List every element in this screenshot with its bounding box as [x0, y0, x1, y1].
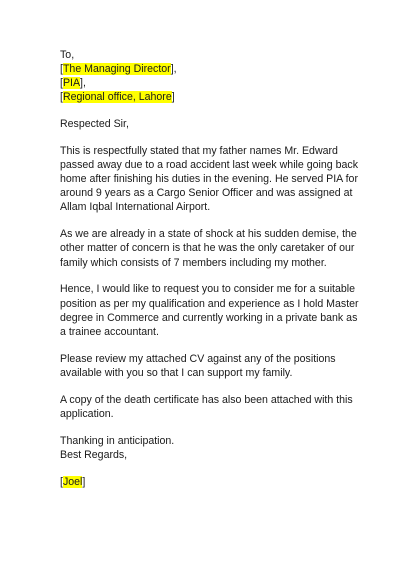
- text-line: position as per my qualification and experience as I hold Master: [60, 297, 359, 310]
- address-to: To,: [60, 49, 75, 61]
- bracket-close: ]: [82, 475, 86, 488]
- letter-body: [60, 48, 359, 489]
- office-placeholder: Regional office, Lahore: [62, 91, 172, 104]
- bracket-open: [: [60, 77, 63, 90]
- paragraph-family-concern: [60, 227, 357, 269]
- text-line: This is respectfully stated that my father names Mr. Edward: [60, 145, 338, 158]
- salutation: Respected Sir,: [60, 118, 129, 131]
- signature-name-placeholder: Joel: [62, 475, 83, 488]
- text-line: passed away due to a road accident last week while going back: [60, 159, 358, 172]
- paragraph-request: [60, 282, 359, 338]
- address-organization: [60, 76, 350, 90]
- text-line: Allam Iqbal International Airport.: [60, 201, 211, 214]
- paragraph-certificate: [60, 393, 353, 421]
- text-line: A copy of the death certificate has also been attached with this: [60, 393, 353, 406]
- closing-regards: Best Regards,: [60, 448, 128, 461]
- text-line: home after finishing his duties in the evening. He served PIA for: [60, 173, 358, 186]
- bracket-open: [: [60, 91, 63, 104]
- text-line: other matter of concern is that he was the only caretaker of our: [60, 242, 355, 255]
- bracket-open: [: [60, 63, 63, 76]
- bracket-close: ]: [171, 91, 175, 104]
- recipient-title-placeholder: The Managing Director: [62, 63, 171, 76]
- text-line: Please review my attached CV against any of the positions: [60, 352, 336, 365]
- bracket-open: [: [60, 475, 63, 488]
- text-line: As we are already in a state of shock at his sudden demise, the: [60, 228, 357, 241]
- text-line: application.: [60, 407, 114, 420]
- address-recipient-title: [60, 62, 350, 76]
- address-block: [60, 48, 350, 104]
- text-line: around 9 years as a Cargo Senior Officer and was assigned at: [60, 187, 353, 200]
- organization-placeholder: PIA: [62, 77, 81, 90]
- text-line: available with you so that I can support my family.: [60, 366, 293, 379]
- paragraph-cv-review: [60, 352, 350, 380]
- text-line: Hence, I would like to request you to consider me for a suitable: [60, 283, 356, 296]
- text-line: degree in Commerce and currently working in a private bank as: [60, 311, 358, 324]
- bracket-close: ],: [80, 77, 86, 90]
- closing-block: [60, 434, 350, 462]
- closing-thanks: Thanking in anticipation.: [60, 434, 175, 447]
- address-office: [60, 90, 350, 104]
- paragraph-father-death: [60, 144, 358, 214]
- text-line: a trainee accountant.: [60, 325, 159, 338]
- bracket-close: ],: [170, 63, 177, 76]
- signature: [60, 475, 350, 489]
- text-line: family which consists of 7 members including my mother.: [60, 256, 327, 269]
